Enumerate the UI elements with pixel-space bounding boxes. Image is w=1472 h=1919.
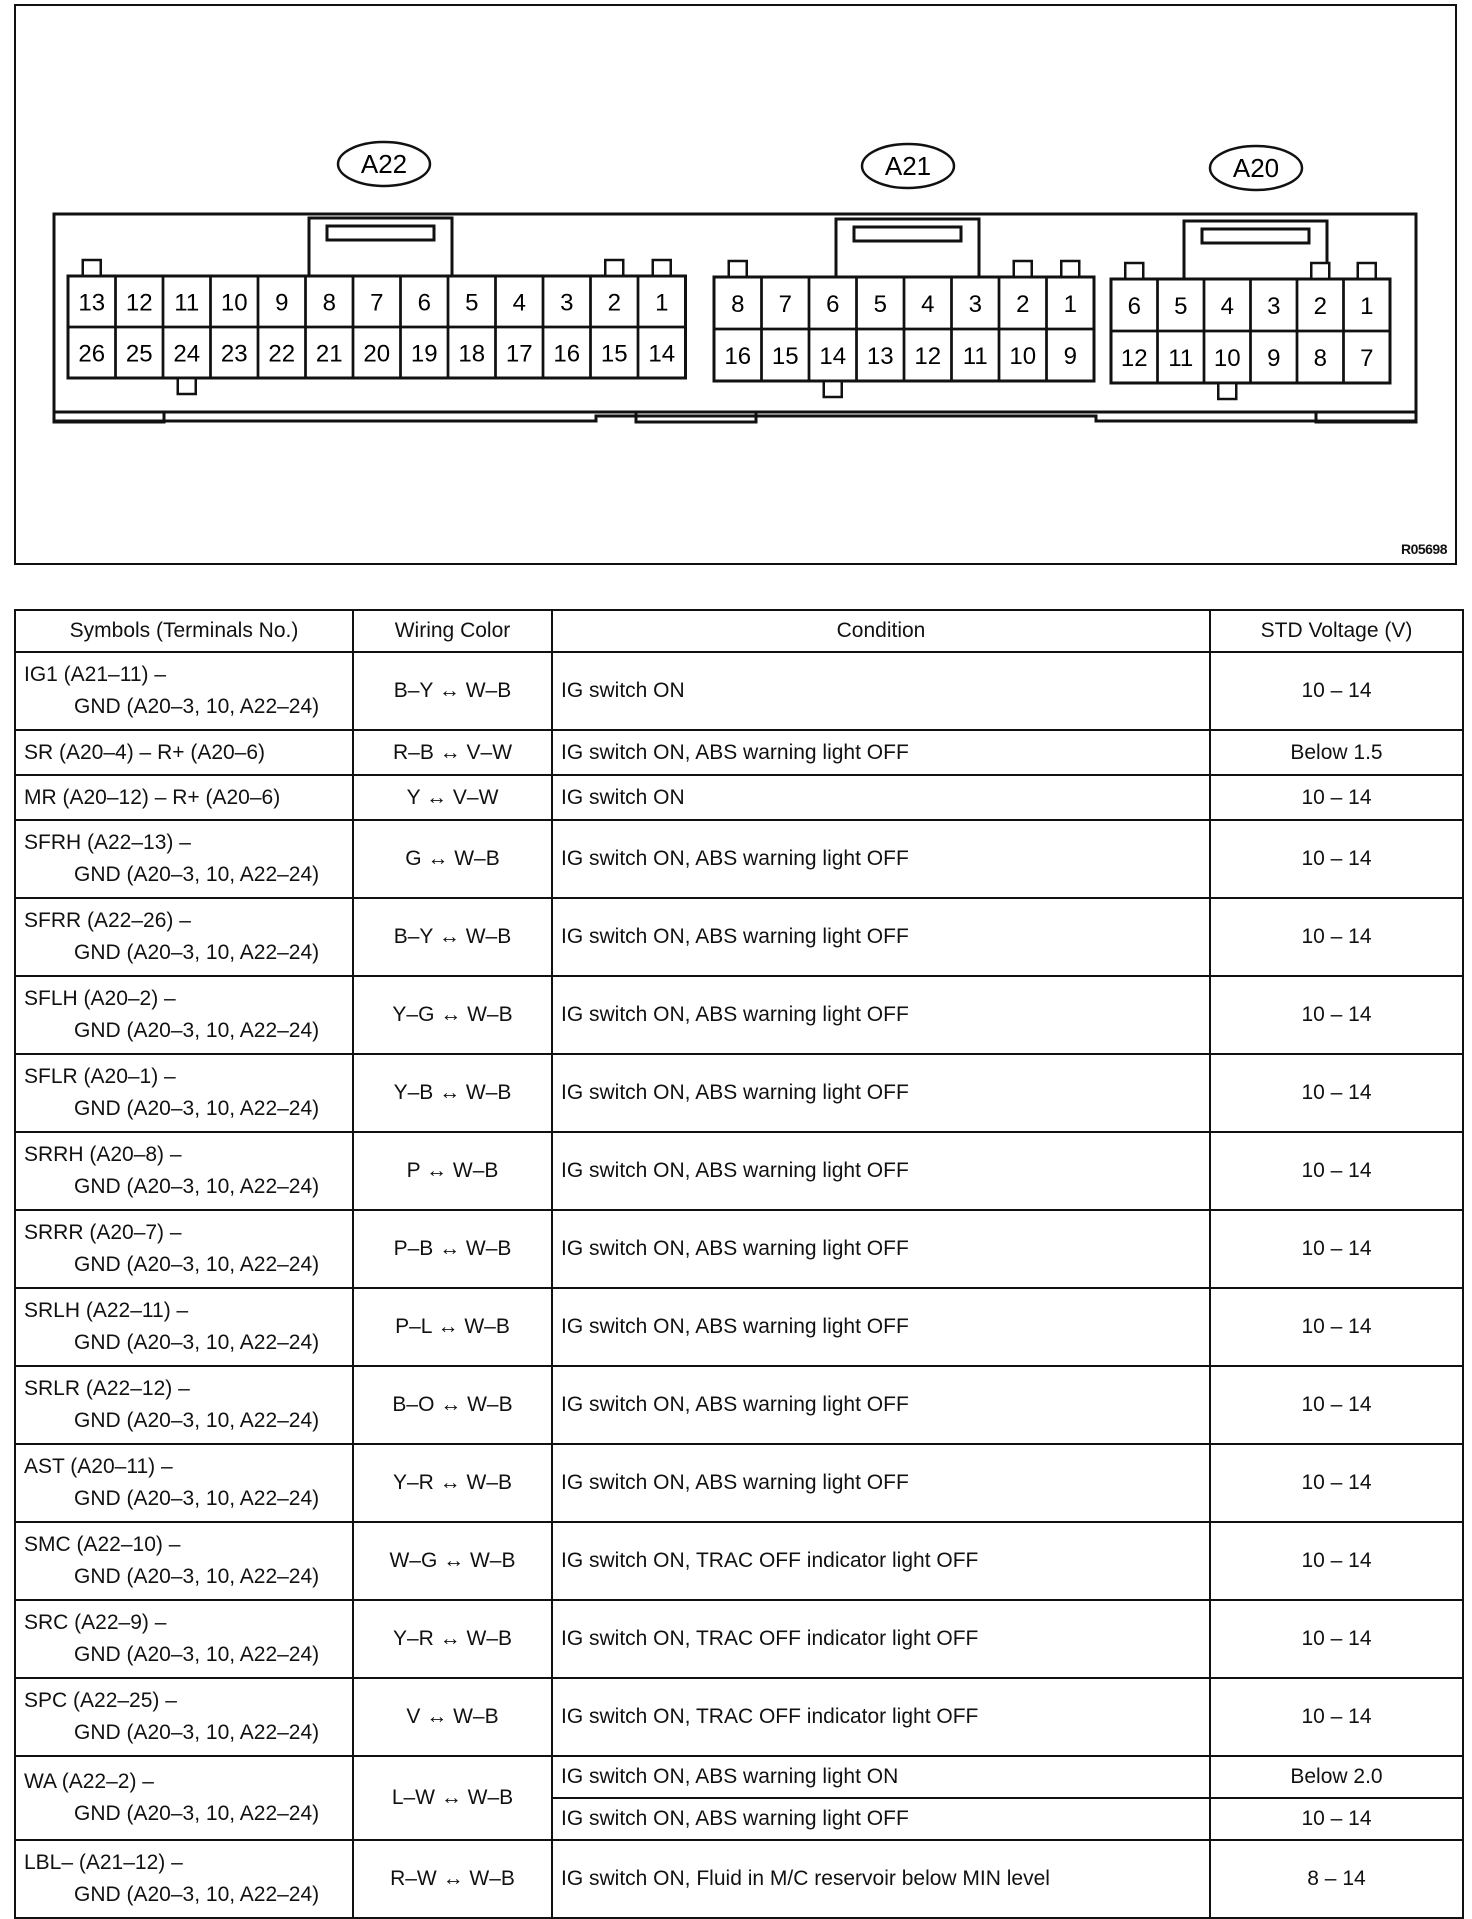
condition-cell: IG switch ON bbox=[552, 652, 1210, 730]
std-voltage-cell: 10 – 14 bbox=[1210, 1366, 1463, 1444]
condition-cell: IG switch ON, ABS warning light ON bbox=[552, 1756, 1210, 1798]
symbol-ground: GND (A20–3, 10, A22–24) bbox=[74, 695, 320, 718]
pin-number: 3 bbox=[1267, 293, 1281, 320]
condition-cell: IG switch ON, ABS warning light OFF bbox=[552, 1132, 1210, 1210]
drawing-reference-code: R05698 bbox=[1400, 541, 1447, 557]
keying-tab bbox=[824, 381, 842, 397]
pin-number: 4 bbox=[921, 291, 935, 318]
symbol-ground: GND (A20–3, 10, A22–24) bbox=[74, 863, 320, 886]
wiring-color-cell: B–O ↔ W–B bbox=[353, 1366, 552, 1444]
condition-cell: IG switch ON, TRAC OFF indicator light OFF bbox=[552, 1678, 1210, 1756]
symbol-ground: GND (A20–3, 10, A22–24) bbox=[74, 1409, 320, 1432]
symbol-cell bbox=[15, 1522, 353, 1600]
pin-number: 3 bbox=[560, 289, 574, 317]
std-voltage-cell: 10 – 14 bbox=[1210, 1798, 1463, 1840]
wiring-color-cell: Y–B ↔ W–B bbox=[353, 1054, 552, 1132]
symbol-ground: GND (A20–3, 10, A22–24) bbox=[74, 1643, 320, 1666]
symbol-terminal: SRLR (A22–12) – bbox=[24, 1377, 190, 1400]
pin-number: 20 bbox=[363, 340, 391, 368]
symbol-cell bbox=[15, 1600, 353, 1678]
symbol-cell bbox=[15, 1840, 353, 1918]
pin-number: 2 bbox=[1016, 291, 1030, 318]
pin-number: 23 bbox=[220, 340, 248, 368]
table-row bbox=[15, 1366, 1463, 1444]
connector-diagram-drawing bbox=[16, 6, 1455, 563]
keying-tab bbox=[178, 378, 196, 394]
table-row bbox=[15, 1522, 1463, 1600]
condition-cell: IG switch ON, ABS warning light OFF bbox=[552, 976, 1210, 1054]
symbol-terminal: SPC (A22–25) – bbox=[24, 1689, 177, 1712]
pin-number: 1 bbox=[1360, 293, 1374, 320]
pin-number: 1 bbox=[655, 289, 669, 317]
pin-number: 5 bbox=[873, 291, 887, 318]
pin-number: 22 bbox=[268, 340, 296, 368]
pin-number: 14 bbox=[648, 340, 676, 368]
condition-cell: IG switch ON, ABS warning light OFF bbox=[552, 1054, 1210, 1132]
symbol-ground: GND (A20–3, 10, A22–24) bbox=[74, 1487, 320, 1510]
condition-cell: IG switch ON, TRAC OFF indicator light OFF bbox=[552, 1600, 1210, 1678]
pin-number: 10 bbox=[1009, 343, 1037, 370]
pin-number: 25 bbox=[125, 340, 153, 368]
symbol-ground: GND (A20–3, 10, A22–24) bbox=[74, 1883, 320, 1906]
std-voltage-cell: 10 – 14 bbox=[1210, 1054, 1463, 1132]
condition-cell: IG switch ON, ABS warning light OFF bbox=[552, 898, 1210, 976]
header-symbols: Symbols (Terminals No.) bbox=[15, 610, 353, 652]
symbol-cell bbox=[15, 1132, 353, 1210]
pin-number: 7 bbox=[1360, 345, 1374, 372]
pin-number: 15 bbox=[771, 343, 799, 370]
std-voltage-cell: 10 – 14 bbox=[1210, 1444, 1463, 1522]
pin-number: 6 bbox=[1127, 293, 1141, 320]
pin-number: 11 bbox=[1168, 345, 1194, 372]
table-row bbox=[15, 1840, 1463, 1918]
wiring-color-cell: R–B ↔ V–W bbox=[353, 730, 552, 775]
pin-number: 1 bbox=[1063, 291, 1077, 318]
pin-number: 7 bbox=[370, 289, 384, 317]
pin-number: 16 bbox=[553, 340, 581, 368]
pin-number: 11 bbox=[962, 343, 988, 370]
condition-cell: IG switch ON, ABS warning light OFF bbox=[552, 1366, 1210, 1444]
pin-number: 13 bbox=[866, 343, 894, 370]
table-row bbox=[15, 652, 1463, 730]
header-condition: Condition bbox=[552, 610, 1210, 652]
pin-number: 11 bbox=[174, 289, 200, 317]
symbol-cell bbox=[15, 1054, 353, 1132]
std-voltage-cell: 10 – 14 bbox=[1210, 652, 1463, 730]
table-row bbox=[15, 1756, 1463, 1798]
pin-number: 8 bbox=[322, 289, 336, 317]
pin-number: 6 bbox=[826, 291, 840, 318]
pin-number: 12 bbox=[914, 343, 942, 370]
symbol-ground: GND (A20–3, 10, A22–24) bbox=[74, 1019, 320, 1042]
pin-number: 14 bbox=[819, 343, 847, 370]
wiring-color-cell: G ↔ W–B bbox=[353, 820, 552, 898]
table-header-row bbox=[15, 610, 1463, 652]
wiring-color-cell: B–Y ↔ W–B bbox=[353, 898, 552, 976]
pin-number: 8 bbox=[1313, 345, 1327, 372]
pin-number: 18 bbox=[458, 340, 486, 368]
symbol-terminal: MR (A20–12) – R+ (A20–6) bbox=[24, 785, 281, 809]
keying-tab bbox=[1125, 263, 1143, 279]
symbol-terminal: SRRR (A20–7) – bbox=[24, 1221, 182, 1244]
std-voltage-cell: 10 – 14 bbox=[1210, 1288, 1463, 1366]
pin-number: 24 bbox=[173, 340, 201, 368]
symbol-ground: GND (A20–3, 10, A22–24) bbox=[74, 1565, 320, 1588]
condition-cell: IG switch ON, ABS warning light OFF bbox=[552, 1288, 1210, 1366]
std-voltage-cell: 10 – 14 bbox=[1210, 820, 1463, 898]
keying-tab bbox=[1311, 263, 1329, 279]
wiring-color-cell: P ↔ W–B bbox=[353, 1132, 552, 1210]
std-voltage-cell: 10 – 14 bbox=[1210, 1132, 1463, 1210]
wiring-color-cell: P–B ↔ W–B bbox=[353, 1210, 552, 1288]
wiring-color-cell: B–Y ↔ W–B bbox=[353, 652, 552, 730]
keying-tab bbox=[1218, 383, 1236, 399]
keying-tab bbox=[729, 261, 747, 277]
condition-cell: IG switch ON bbox=[552, 775, 1210, 820]
keying-tab bbox=[653, 260, 671, 276]
std-voltage-cell: 10 – 14 bbox=[1210, 898, 1463, 976]
wiring-color-cell: Y–R ↔ W–B bbox=[353, 1600, 552, 1678]
pin-number: 12 bbox=[1120, 345, 1148, 372]
symbol-terminal: SFLH (A20–2) – bbox=[24, 987, 176, 1010]
symbol-cell bbox=[15, 976, 353, 1054]
symbol-ground: GND (A20–3, 10, A22–24) bbox=[74, 1331, 320, 1354]
symbol-cell bbox=[15, 1366, 353, 1444]
symbol-terminal: SR (A20–4) – R+ (A20–6) bbox=[24, 740, 266, 764]
wiring-color-cell: R–W ↔ W–B bbox=[353, 1840, 552, 1918]
symbol-terminal: SRRH (A20–8) – bbox=[24, 1143, 182, 1166]
std-voltage-cell: 10 – 14 bbox=[1210, 976, 1463, 1054]
symbol-ground: GND (A20–3, 10, A22–24) bbox=[74, 1175, 320, 1198]
pin-number: 3 bbox=[968, 291, 982, 318]
symbol-ground: GND (A20–3, 10, A22–24) bbox=[74, 1253, 320, 1276]
symbol-terminal: WA (A22–2) – bbox=[24, 1770, 154, 1793]
pin-number: 2 bbox=[607, 289, 621, 317]
condition-cell: IG switch ON, ABS warning light OFF bbox=[552, 820, 1210, 898]
symbol-cell bbox=[15, 820, 353, 898]
pin-number: 16 bbox=[724, 343, 752, 370]
wiring-color-cell: Y–R ↔ W–B bbox=[353, 1444, 552, 1522]
pin-number: 26 bbox=[78, 340, 106, 368]
pin-number: 9 bbox=[1063, 343, 1077, 370]
table-row bbox=[15, 1288, 1463, 1366]
condition-cell: IG switch ON, ABS warning light OFF bbox=[552, 730, 1210, 775]
pin-number: 13 bbox=[78, 289, 106, 317]
std-voltage-cell: 10 – 14 bbox=[1210, 1600, 1463, 1678]
symbol-cell bbox=[15, 652, 353, 730]
symbol-terminal: SRC (A22–9) – bbox=[24, 1611, 167, 1634]
keying-tab bbox=[605, 260, 623, 276]
pin-number: 4 bbox=[512, 289, 526, 317]
wiring-color-cell: P–L ↔ W–B bbox=[353, 1288, 552, 1366]
connector-label: A21 bbox=[884, 151, 932, 181]
std-voltage-cell: 10 – 14 bbox=[1210, 1678, 1463, 1756]
symbol-ground: GND (A20–3, 10, A22–24) bbox=[74, 1097, 320, 1120]
table-row bbox=[15, 898, 1463, 976]
connector-label: A22 bbox=[360, 149, 408, 179]
header-wiring-color: Wiring Color bbox=[353, 610, 552, 652]
std-voltage-cell: 10 – 14 bbox=[1210, 1522, 1463, 1600]
symbol-cell bbox=[15, 730, 353, 775]
symbol-cell bbox=[15, 1756, 353, 1840]
wiring-color-cell: W–G ↔ W–B bbox=[353, 1522, 552, 1600]
std-voltage-cell: Below 2.0 bbox=[1210, 1756, 1463, 1798]
connector-latch-slot bbox=[327, 226, 434, 240]
symbol-terminal: SFRR (A22–26) – bbox=[24, 909, 191, 932]
symbol-cell bbox=[15, 1210, 353, 1288]
pin-number: 9 bbox=[1267, 345, 1281, 372]
table-row bbox=[15, 1054, 1463, 1132]
pin-number: 8 bbox=[731, 291, 745, 318]
wiring-color-cell: L–W ↔ W–B bbox=[353, 1756, 552, 1840]
pin-number: 4 bbox=[1220, 293, 1234, 320]
symbol-ground: GND (A20–3, 10, A22–24) bbox=[74, 941, 320, 964]
housing-tab bbox=[54, 412, 164, 422]
std-voltage-cell: Below 1.5 bbox=[1210, 730, 1463, 775]
table-row bbox=[15, 1210, 1463, 1288]
condition-cell: IG switch ON, ABS warning light OFF bbox=[552, 1444, 1210, 1522]
connector-latch-slot bbox=[1202, 229, 1309, 243]
pin-number: 2 bbox=[1313, 293, 1327, 320]
symbol-terminal: SFLR (A20–1) – bbox=[24, 1065, 176, 1088]
symbol-terminal: SFRH (A22–13) – bbox=[24, 831, 191, 854]
condition-cell: IG switch ON, ABS warning light OFF bbox=[552, 1210, 1210, 1288]
table-row bbox=[15, 1444, 1463, 1522]
pin-number: 17 bbox=[505, 340, 533, 368]
symbol-ground: GND (A20–3, 10, A22–24) bbox=[74, 1802, 320, 1825]
terminal-voltage-table bbox=[14, 609, 1464, 1919]
table-row bbox=[15, 775, 1463, 820]
pin-number: 9 bbox=[275, 289, 289, 317]
symbol-cell bbox=[15, 1288, 353, 1366]
pin-number: 15 bbox=[600, 340, 628, 368]
wiring-color-cell: Y–G ↔ W–B bbox=[353, 976, 552, 1054]
housing-tab bbox=[1316, 412, 1416, 422]
connector-latch-slot bbox=[854, 227, 961, 241]
table-row bbox=[15, 976, 1463, 1054]
std-voltage-cell: 10 – 14 bbox=[1210, 1210, 1463, 1288]
table-row bbox=[15, 730, 1463, 775]
pin-number: 10 bbox=[220, 289, 248, 317]
std-voltage-cell: 8 – 14 bbox=[1210, 1840, 1463, 1918]
table-row bbox=[15, 1132, 1463, 1210]
pin-number: 10 bbox=[1213, 345, 1241, 372]
symbol-cell bbox=[15, 775, 353, 820]
wiring-color-cell: V ↔ W–B bbox=[353, 1678, 552, 1756]
connector-diagram bbox=[14, 4, 1457, 565]
wiring-color-cell: Y ↔ V–W bbox=[353, 775, 552, 820]
std-voltage-cell: 10 – 14 bbox=[1210, 775, 1463, 820]
condition-cell: IG switch ON, Fluid in M/C reservoir below MIN level bbox=[552, 1840, 1210, 1918]
symbol-terminal: LBL– (A21–12) – bbox=[24, 1851, 183, 1874]
connector-label: A20 bbox=[1232, 153, 1280, 183]
symbol-cell bbox=[15, 1444, 353, 1522]
pin-number: 5 bbox=[1174, 293, 1188, 320]
keying-tab bbox=[1061, 261, 1079, 277]
keying-tab bbox=[1358, 263, 1376, 279]
keying-tab bbox=[83, 260, 101, 276]
pin-number: 5 bbox=[465, 289, 479, 317]
pin-number: 19 bbox=[410, 340, 438, 368]
symbol-terminal: SMC (A22–10) – bbox=[24, 1533, 181, 1556]
symbol-cell bbox=[15, 1678, 353, 1756]
pin-number: 21 bbox=[315, 340, 343, 368]
pin-number: 7 bbox=[778, 291, 792, 318]
table-row bbox=[15, 820, 1463, 898]
symbol-terminal: SRLH (A22–11) – bbox=[24, 1299, 189, 1322]
condition-cell: IG switch ON, ABS warning light OFF bbox=[552, 1798, 1210, 1840]
table-row bbox=[15, 1678, 1463, 1756]
header-std-voltage: STD Voltage (V) bbox=[1210, 610, 1463, 652]
symbol-cell bbox=[15, 898, 353, 976]
symbol-terminal: IG1 (A21–11) – bbox=[24, 663, 167, 686]
symbol-ground: GND (A20–3, 10, A22–24) bbox=[74, 1721, 320, 1744]
pin-number: 6 bbox=[417, 289, 431, 317]
table-row bbox=[15, 1600, 1463, 1678]
symbol-terminal: AST (A20–11) – bbox=[24, 1455, 173, 1478]
pin-number: 12 bbox=[125, 289, 153, 317]
keying-tab bbox=[1014, 261, 1032, 277]
condition-cell: IG switch ON, TRAC OFF indicator light OFF bbox=[552, 1522, 1210, 1600]
